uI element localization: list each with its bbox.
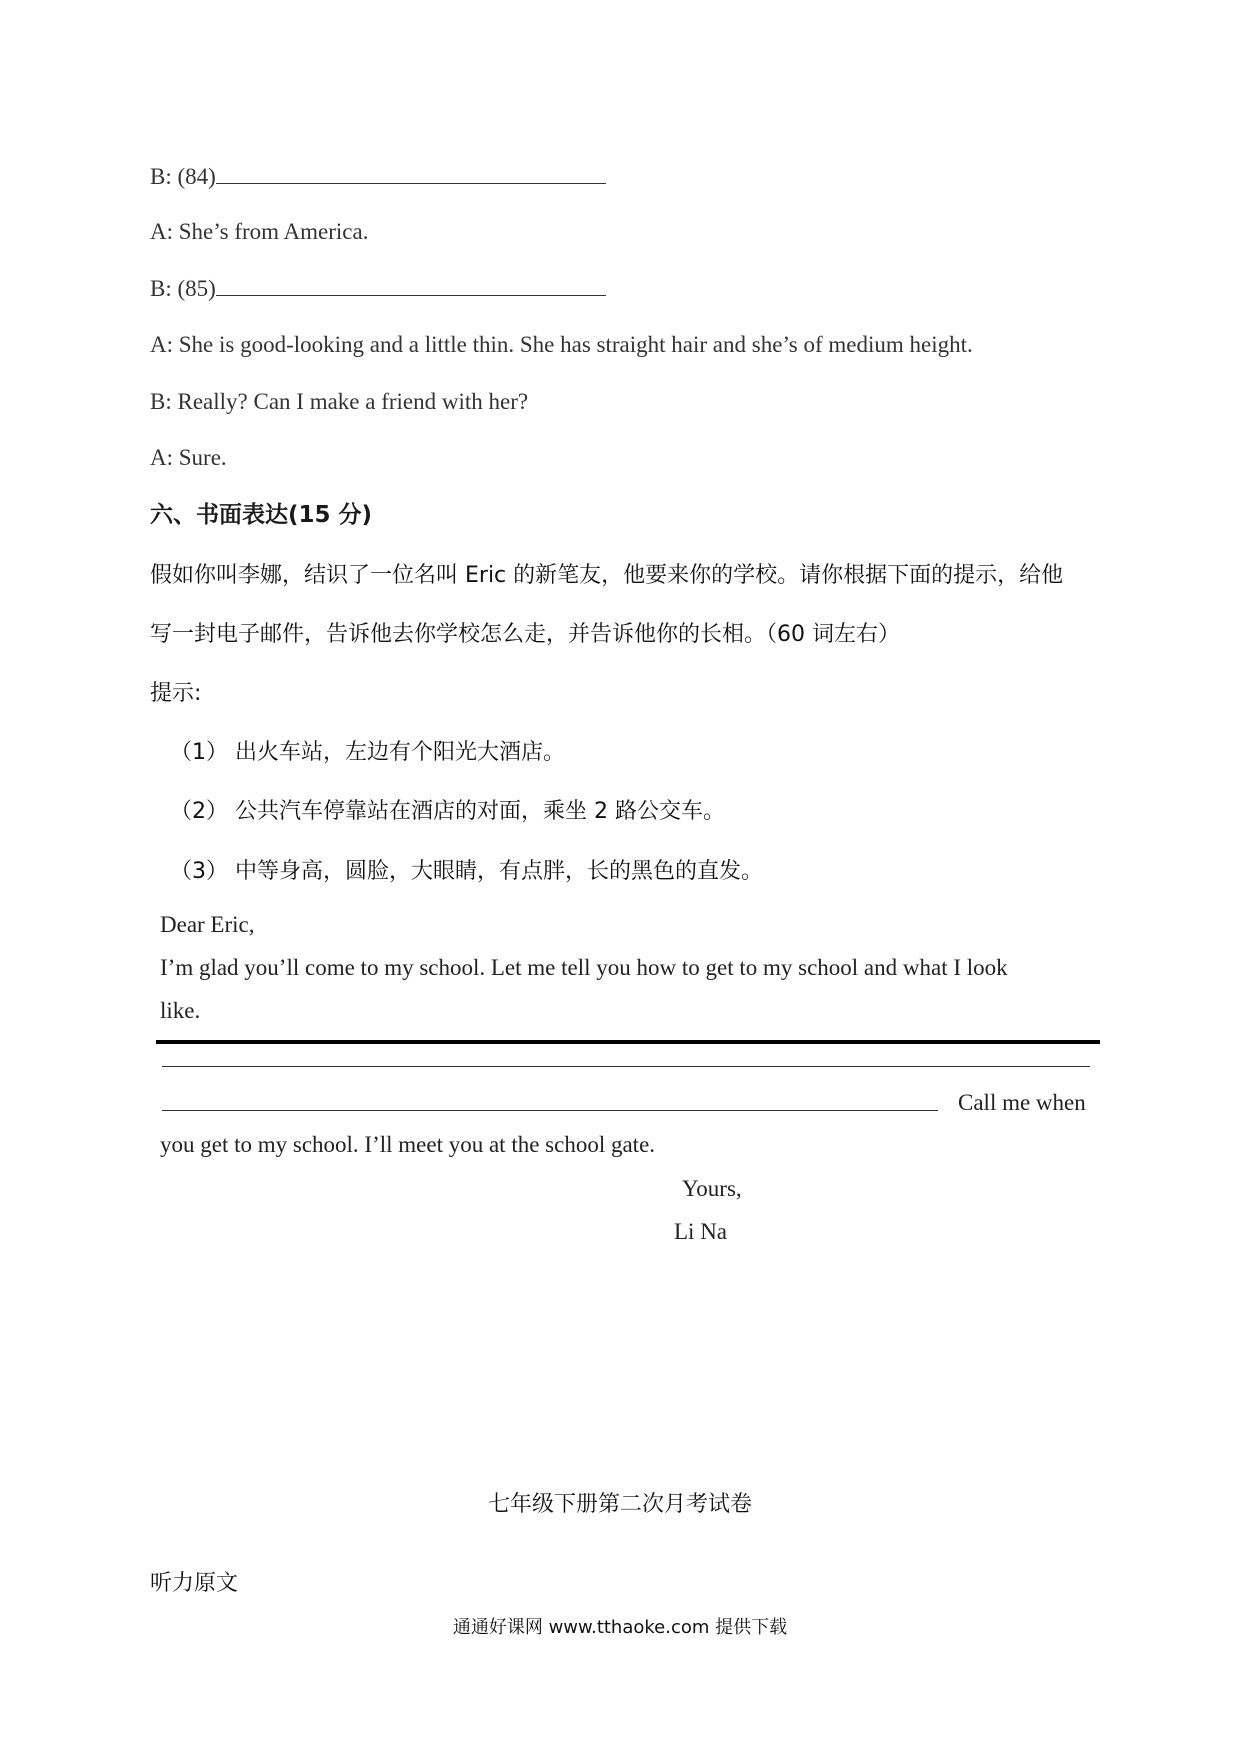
dialogue-text: She is good-looking and a little thin. She has straight hair and she’s of medium height. [178, 332, 973, 357]
instruction-line-2: 写一封电子邮件，告诉他去你学校怎么走，并告诉他你的长相。（60 词左右） [150, 622, 900, 647]
speaker-label: A: [150, 219, 173, 244]
dialogue-line-85 [150, 275, 606, 302]
divider-line [156, 1040, 1100, 1044]
speaker-label: A: [150, 445, 173, 470]
instruction-line-1: 假如你叫李娜，结识了一位名叫 Eric 的新笔友，他要来你的学校。请你根据下面的提示，给他 [150, 563, 1064, 588]
letter-body-line-1: I’m glad you’ll come to my school. Let me tell you how to get to my school and what I look [160, 955, 1008, 980]
speaker-label: A: [150, 332, 173, 357]
dialogue-line [150, 219, 368, 245]
dialogue-line-84 [150, 163, 606, 190]
section-heading: 六、书面表达(15 分) [150, 502, 373, 528]
letter-closing-part-1: Call me when [958, 1090, 1086, 1115]
answer-blank-84[interactable] [216, 163, 606, 184]
speaker-label: B: [150, 389, 172, 414]
writing-blank-line-1[interactable] [162, 1066, 1090, 1067]
dialogue-text: Sure. [178, 445, 227, 470]
tip-item-1: （1） 出火车站，左边有个阳光大酒店。 [170, 740, 565, 765]
tip-item-3: （3） 中等身高，圆脸，大眼睛，有点胖，长的黑色的直发。 [170, 859, 763, 884]
letter-greeting: Dear Eric, [160, 912, 255, 937]
next-section-title: 七年级下册第二次月考试卷 [487, 1492, 752, 1517]
writing-blank-line-2[interactable] [162, 1110, 938, 1111]
speaker-label: B: [150, 276, 172, 301]
dialogue-text: She’s from America. [178, 219, 369, 244]
letter-body-line-2: like. [160, 998, 201, 1023]
letter-closing-part-2: you get to my school. I’ll meet you at the school gate. [160, 1132, 656, 1157]
dialogue-text: Really? Can I make a friend with her? [177, 389, 529, 414]
tip-item-2: （2） 公共汽车停靠站在酒店的对面，乘坐 2 路公交车。 [170, 799, 725, 824]
question-number: (84) [177, 164, 216, 189]
dialogue-line [150, 389, 528, 415]
next-section-subtitle: 听力原文 [150, 1571, 239, 1596]
letter-signature: Li Na [674, 1219, 728, 1244]
answer-blank-85[interactable] [216, 275, 606, 296]
speaker-label: B: [150, 164, 172, 189]
tips-label: 提示: [150, 681, 202, 706]
question-number: (85) [177, 276, 216, 301]
dialogue-line [150, 332, 973, 358]
dialogue-line [150, 445, 227, 471]
page-footer: 通通好课网 www.tthaoke.com 提供下载 [452, 1617, 788, 1638]
letter-signoff: Yours, [682, 1176, 742, 1201]
